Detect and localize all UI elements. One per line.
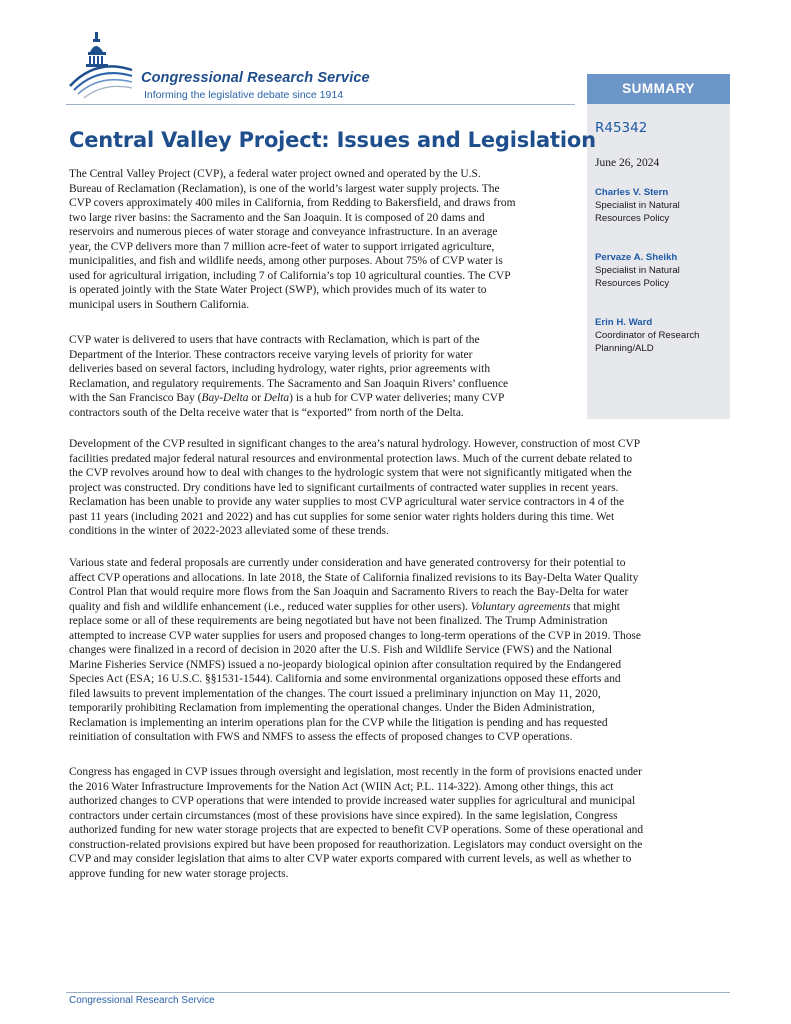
footer-text: Congressional Research Service [69, 995, 215, 1006]
text-line: two large river basins: the Sacramento and the San Joaquin. It is composed of 20 dams and [69, 211, 485, 224]
author-block [595, 186, 727, 225]
text-line: filed lawsuits to prevent implementation of the changes. The court issued a preliminary injunction on May 11, 2020, [69, 687, 601, 700]
text-line: changes were finalized in a record of decision in 2020 after the U.S. Fish and Wildlife Service (FWS) and the National [69, 644, 613, 656]
author-role: Planning/ALD [595, 343, 654, 354]
text-line: Control Plan that would require more flows from the San Joaquin and Sacramento Rivers to reach the Bay-Delta for water [69, 586, 629, 598]
text-line: The Central Valley Project (CVP), a federal water project owned and operated by the U.S. [69, 168, 481, 180]
author-role: Resources Policy [595, 278, 670, 289]
text-line: is operated jointly with the State Water Project (SWP), which provides much of its water to [69, 284, 487, 296]
author-block [595, 251, 727, 290]
org-tagline: Informing the legislative debate since 1914 [144, 89, 344, 101]
text-line: Reclamation has been unable to provide any water supplies to most CVP agricultural water service contractors in 4 of the [69, 496, 625, 508]
text-line: municipalities, and fish and wildlife needs, among other purposes. About 75% of CVP water is [69, 255, 503, 267]
author-block [595, 316, 727, 355]
summary-paragraph [69, 437, 729, 539]
text-line: reinitiation of consultation with FWS and NMFS to assess the effects of proposed changes to CVP operations. [69, 731, 573, 743]
summary-heading: SUMMARY [587, 74, 730, 104]
header-divider [66, 104, 575, 105]
footer-divider [66, 992, 730, 993]
text-line: CVP covers approximately 400 miles in California, from Redding to Bakersfield, and draws from [69, 197, 516, 209]
text-line: year, the CVP delivers more than 7 million acre-feet of water to support irrigated agriculture, [69, 240, 495, 253]
text-line: replace some or all of these requirements are being negotiated but have not been finalized. The Trump Administration [69, 615, 608, 627]
summary-paragraph [69, 333, 579, 420]
page-title: Central Valley Project: Issues and Legislation [69, 128, 596, 152]
author-role: Resources Policy [595, 213, 670, 224]
text-line: Reclamation is implementing an interim operations plan for the CVP while the litigation is pending and has requested [69, 716, 608, 729]
summary-paragraph [69, 167, 579, 312]
text-line: attempted to increase CVP water supplies for users and proposed changes to long-term operations of the CVP in 2019. Those [69, 629, 641, 642]
text-line: affect CVP operations and allocations. In late 2018, the State of California finalized revisions to its Bay-Delta Water Quality [69, 571, 639, 584]
text-line: facilities predated major federal natural resources and environmental protection laws. Much of the current debate related to [69, 452, 633, 465]
text-line: temporarily prohibiting Reclamation from implementing the operational changes. Under the Biden Administration, [69, 702, 595, 714]
text-line: reservoirs and numerous pieces of water storage and conveyance infrastructure. In an average [69, 226, 498, 238]
author-role: Specialist in Natural [595, 200, 680, 211]
org-name: Congressional Research Service [141, 70, 370, 86]
text-line: deliveries based on several factors, including hydrology, water rights, prior agreements with [69, 363, 491, 375]
author-name: Charles V. Stern [595, 187, 669, 198]
text-line: Development of the CVP resulted in significant changes to the area’s natural hydrology. However, construction of most CVP [69, 438, 641, 450]
text-line: the CVP revolves around how to deal with changes to the hydrologic system that were not significantly mitigated when the [69, 467, 632, 479]
text-line: authorized funding for new water storage projects that are expected to benefit CVP operations. Some of these operational and [69, 824, 644, 836]
text-line: used for agricultural irrigation, including 7 of California’s top 10 agricultural counties. The CVP [69, 269, 511, 282]
text-line: CVP and may consider legislation that aims to alter CVP water exports compared with current levels, as well as whether to [69, 853, 632, 865]
author-name: Pervaze A. Sheikh [595, 252, 678, 263]
author-name: Erin H. Ward [595, 317, 653, 328]
capitol-dome-icon [66, 30, 136, 102]
author-role: Specialist in Natural [595, 265, 680, 276]
text-line: authorized changes to CVP operations that were intended to provide increased water supplies for agricultural and municipal [69, 795, 636, 807]
report-number: R45342 [595, 120, 648, 136]
text-line: Bureau of Reclamation (Reclamation), is one of the world’s largest water supply projects. The [69, 182, 500, 195]
text-line: construction-related provisions expired but have been proposed for reauthorization. Legislators may conduct oversight on the [69, 838, 643, 851]
text-line: quality and fish and wildlife enhancement (i.e., reduced water supplies for other users). Voluntary agreements that might [69, 600, 620, 613]
text-line: Various state and federal proposals are currently under consideration and have generated controversy for their potential to [69, 557, 626, 569]
text-line: Reclamation, and regulatory requirements. The Sacramento and San Joaquin Rivers’ confluence [69, 377, 509, 390]
text-line: contractors south of the Delta receive water that is “exported” from north of the Delta. [69, 406, 464, 419]
summary-paragraph [69, 556, 729, 745]
author-role: Coordinator of Research [595, 330, 700, 341]
text-line: municipal users in Southern California. [69, 298, 250, 311]
text-line: Department of the Interior. These contractors receive varying levels of priority for water [69, 348, 473, 361]
text-line: project was constructed. Dry conditions have led to significant curtailments of contracted water supplies in recent years. [69, 481, 619, 494]
text-line: approve funding for new water storage projects. [69, 867, 289, 880]
text-line: with the San Francisco Bay (Bay-Delta or Delta) is a hub for CVP water deliveries; many CVP [69, 392, 505, 404]
text-line: Species Act (ESA; 16 U.S.C. §§1531-1544). California and some environmental organizations opposed these efforts and [69, 673, 621, 685]
text-line: CVP water is delivered to users that have contracts with Reclamation, which is part of the [69, 334, 480, 346]
text-line: Congress has engaged in CVP issues through oversight and legislation, most recently in the form of provisions enacted under [69, 766, 642, 778]
publication-date: June 26, 2024 [595, 157, 660, 169]
text-line: Marine Fisheries Service (NMFS) issued a no-jeopardy biological opinion after consultation required by the Endangered [69, 658, 622, 671]
text-line: contractors under certain circumstances (most of these provisions have since expired). In the same legislation, Congress [69, 809, 618, 822]
text-line: past 11 years (including 2021 and 2022) and has cut supplies for some senior water rights holders during this time. Wet [69, 510, 615, 523]
text-line: conditions in the winter of 2022-2023 alleviated some of these trends. [69, 525, 389, 537]
summary-paragraph [69, 765, 729, 881]
text-line: the 2016 Water Infrastructure Improvements for the Nation Act (WIIN Act; P.L. 114-322). Among other things, this act [69, 780, 614, 793]
